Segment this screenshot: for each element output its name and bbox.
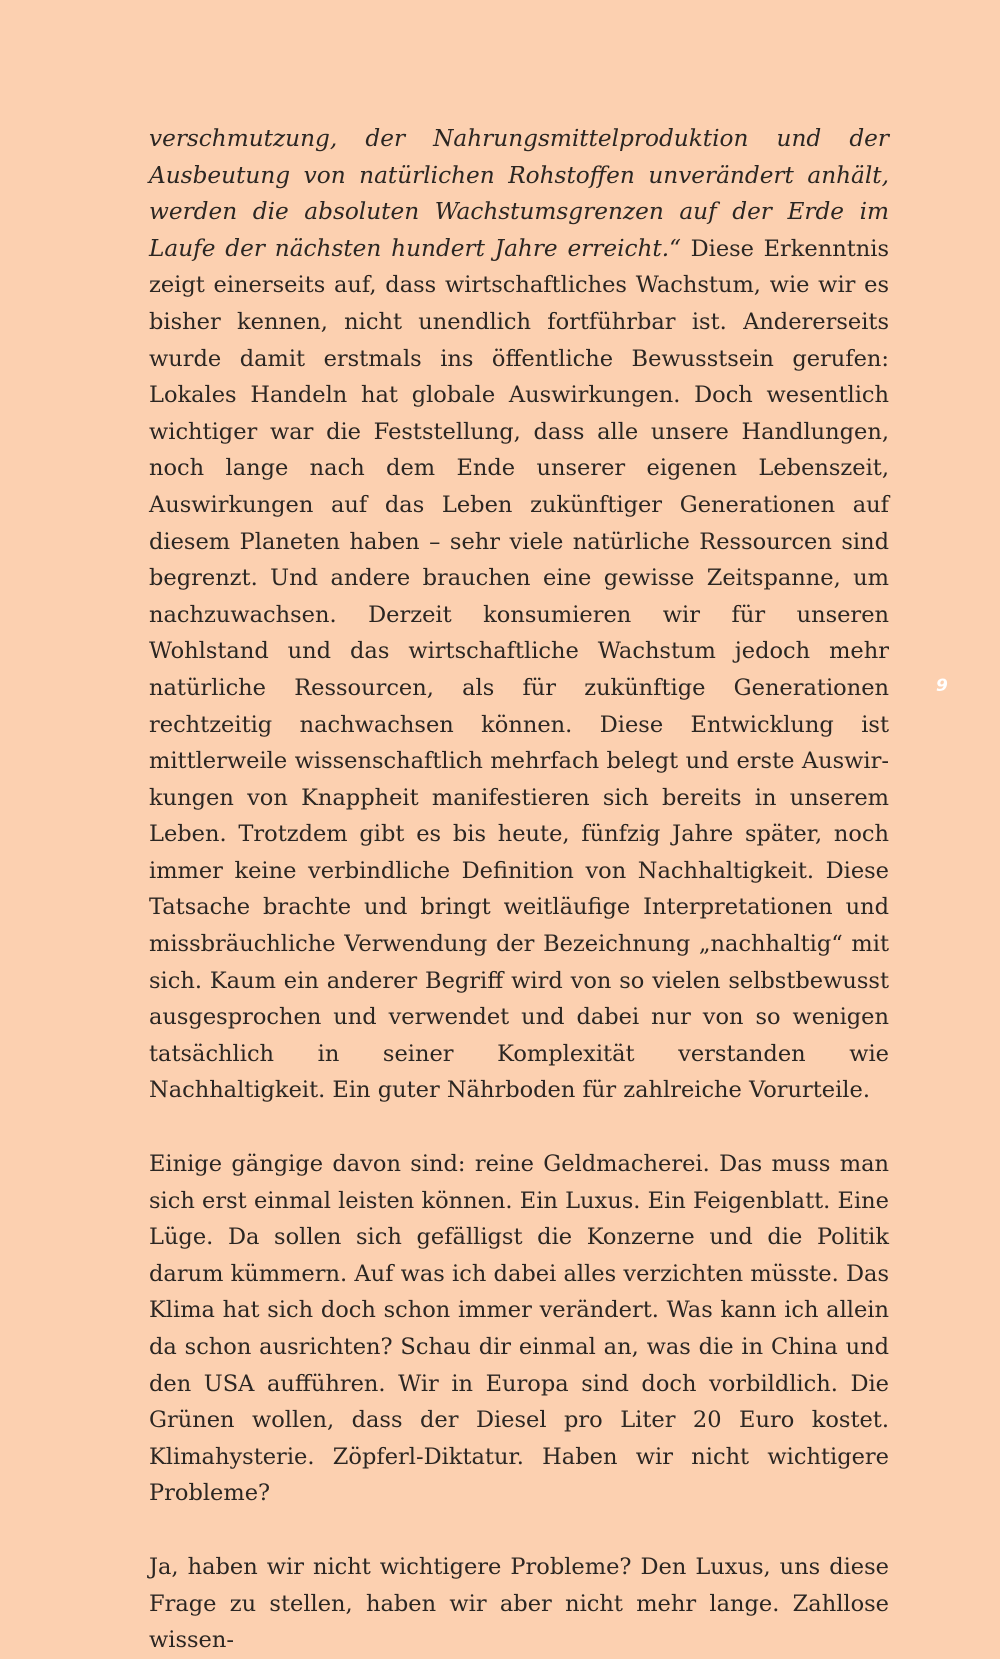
- quoted-passage: verschmutzung, der Nahrungsmittelproduktion und der Ausbeutung von natürlichen Rohstoffen unverändert anhält, werden die absoluten Wachstumsgrenzen auf der Erde im Laufe der nächsten hundert Jahre erreicht.“: [149, 125, 889, 262]
- page-number: 9: [936, 676, 948, 696]
- paragraph-2: Einige gängige davon sind: reine Geldmacherei. Das muss man sich erst einmal leisten können. Ein Luxus. Ein Feigenblatt. Eine Lüge. Da sollen sich gefälligst die Konzerne und die Politik darum kümmern. Auf was ich dabei alles verzichten müsste. Das Klima hat sich doch schon immer verändert. Was kann ich allein da schon ausrichten? Schau dir einmal an, was die in China und den USA aufführen. Wir in Europa sind doch vorbildlich. Die Grünen wollen, dass der Diesel pro Liter 20 Euro kostet. Klimahysterie. Zöpferl-Diktatur. Haben wir nicht wichtigere Probleme?: [149, 1151, 889, 1507]
- paragraph-3: Ja, haben wir nicht wichtigere Probleme? Den Luxus, uns diese Frage zu stellen, haben wir aber nicht mehr lange. Zahllose wissen-: [149, 1553, 889, 1654]
- paragraph-1-text: Diese Erkenntnis zeigt einerseits auf, dass wirtschaftliches Wachstum, wie wir es bisher kennen, nicht unendlich fortführbar ist. Andererseits wurde damit erstmals ins öffentliche Bewusstsein gerufen: Lokales Handeln hat globale Auswirkungen. Doch wesentlich wichtiger war die Feststellung, dass alle unsere Handlungen, noch lange nach dem Ende unserer eigenen Lebenszeit, Auswirkungen auf das Leben zukünftiger Generationen auf diesem Planeten haben – sehr viele natürliche Ressourcen sind begrenzt. Und andere brauchen eine gewisse Zeitspanne, um nachzuwachsen. Derzeit konsumieren wir für unseren Wohlstand und das wirtschaftliche Wachstum jedoch mehr natürliche Ressourcen, als für zukünftige Generationen rechtzeitig nachwachsen können. Diese Entwicklung ist mittlerweile wissenschaftlich mehrfach belegt und erste Auswirkungen von Knappheit manifestieren sich bereits in unserem Leben. Trotzdem gibt es bis heute, fünfzig Jahre später, noch immer keine verbindliche Definition von Nachhaltigkeit. Diese Tatsache brachte und bringt weitläufige Interpretationen und missbräuchliche Verwendung der Bezeichnung „nachhaltig“ mit sich. Kaum ein anderer Begriff wird von so vielen selbstbewusst ausgesprochen und verwendet und dabei nur von so wenigen tatsächlich in seiner Komplexität verstanden wie Nachhaltigkeit. Ein guter Nährboden für zahlreiche Vorurteile.: [149, 235, 890, 1104]
- paragraph-1: [149, 121, 889, 1109]
- page-body: [149, 121, 889, 1659]
